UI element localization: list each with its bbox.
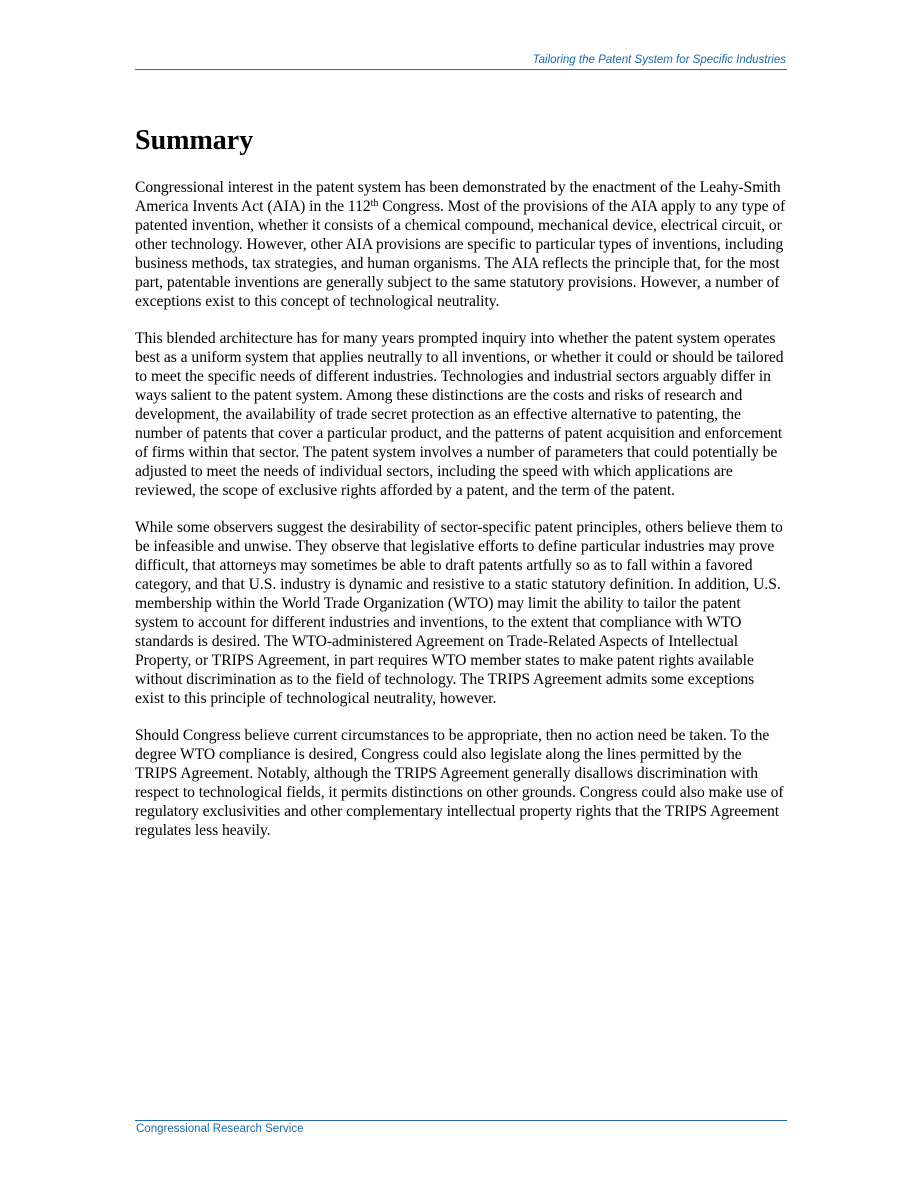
running-header [135,53,787,70]
paragraph-1-text-end: Congress. Most of the provisions of the AIA apply to any type of patented invention, whether it consists of a chemical compound, mechanical device, electrical circuit, or other technology. However, other AIA provisions are specific to particular types of inventions, including business methods, tax strategies, and human organisms. The AIA reflects the principle that, for the most part, patentable inventions are generally subject to the same statutory provisions. However, a number of exceptions exist to this concept of technological neutrality. [135,198,786,310]
summary-body [135,178,787,858]
paragraph-4: Should Congress believe current circumstances to be appropriate, then no action need be taken. To the degree WTO compliance is desired, Congress could also legislate along the lines permitted by the TRIPS Agreement. Notably, although the TRIPS Agreement generally disallows discrimination with respect to technological fields, it permits distinctions on other grounds. Congress could also make use of regulatory exclusivities and other complementary intellectual property rights that the TRIPS Agreement regulates less heavily. [135,727,784,839]
footer-publisher: Congressional Research Service [136,1123,304,1135]
paragraph-1 [135,178,787,311]
paragraph-2: This blended architecture has for many years prompted inquiry into whether the patent system operates best as a uniform system that applies neutrally to all inventions, or whether it could or should be tailored to meet the specific needs of different industries. Technologies and industrial sectors arguably differ in ways salient to the patent system. Among these distinctions are the costs and risks of research and development, the availability of trade secret protection as an effective alternative to patenting, the number of patents that cover a particular product, and the patterns of patent acquisition and enforcement of firms within that sector. The patent system involves a number of parameters that could potentially be adjusted to meet the needs of individual sectors, including the speed with which applications are reviewed, the scope of exclusive rights afforded by a patent, and the term of the patent. [135,330,784,499]
running-header-title: Tailoring the Patent System for Specific Industries [532,54,786,66]
page-footer [135,1120,787,1135]
page-title: Summary [135,125,254,156]
paragraph-1-text-start: Congressional interest in the patent system has been demonstrated by the enactment of the Leahy-Smith America Invents Act (AIA) in the 112 [135,179,781,215]
paragraph-3: While some observers suggest the desirability of sector-specific patent principles, others believe them to be infeasible and unwise. They observe that legislative efforts to define particular industries may prove difficult, that attorneys may sometimes be able to draft patents artfully so as to fall within a favored category, and that U.S. industry is dynamic and resistive to a static statutory definition. In addition, U.S. membership within the World Trade Organization (WTO) may limit the ability to tailor the patent system to account for different industries and inventions, to the extent that compliance with WTO standards is desired. The WTO-administered Agreement on Trade-Related Aspects of Intellectual Property, or TRIPS Agreement, in part requires WTO member states to make patent rights available without discrimination as to the field of technology. The TRIPS Agreement admits some exceptions exist to this principle of technological neutrality, however. [135,519,783,707]
ordinal-superscript: th [370,198,379,209]
